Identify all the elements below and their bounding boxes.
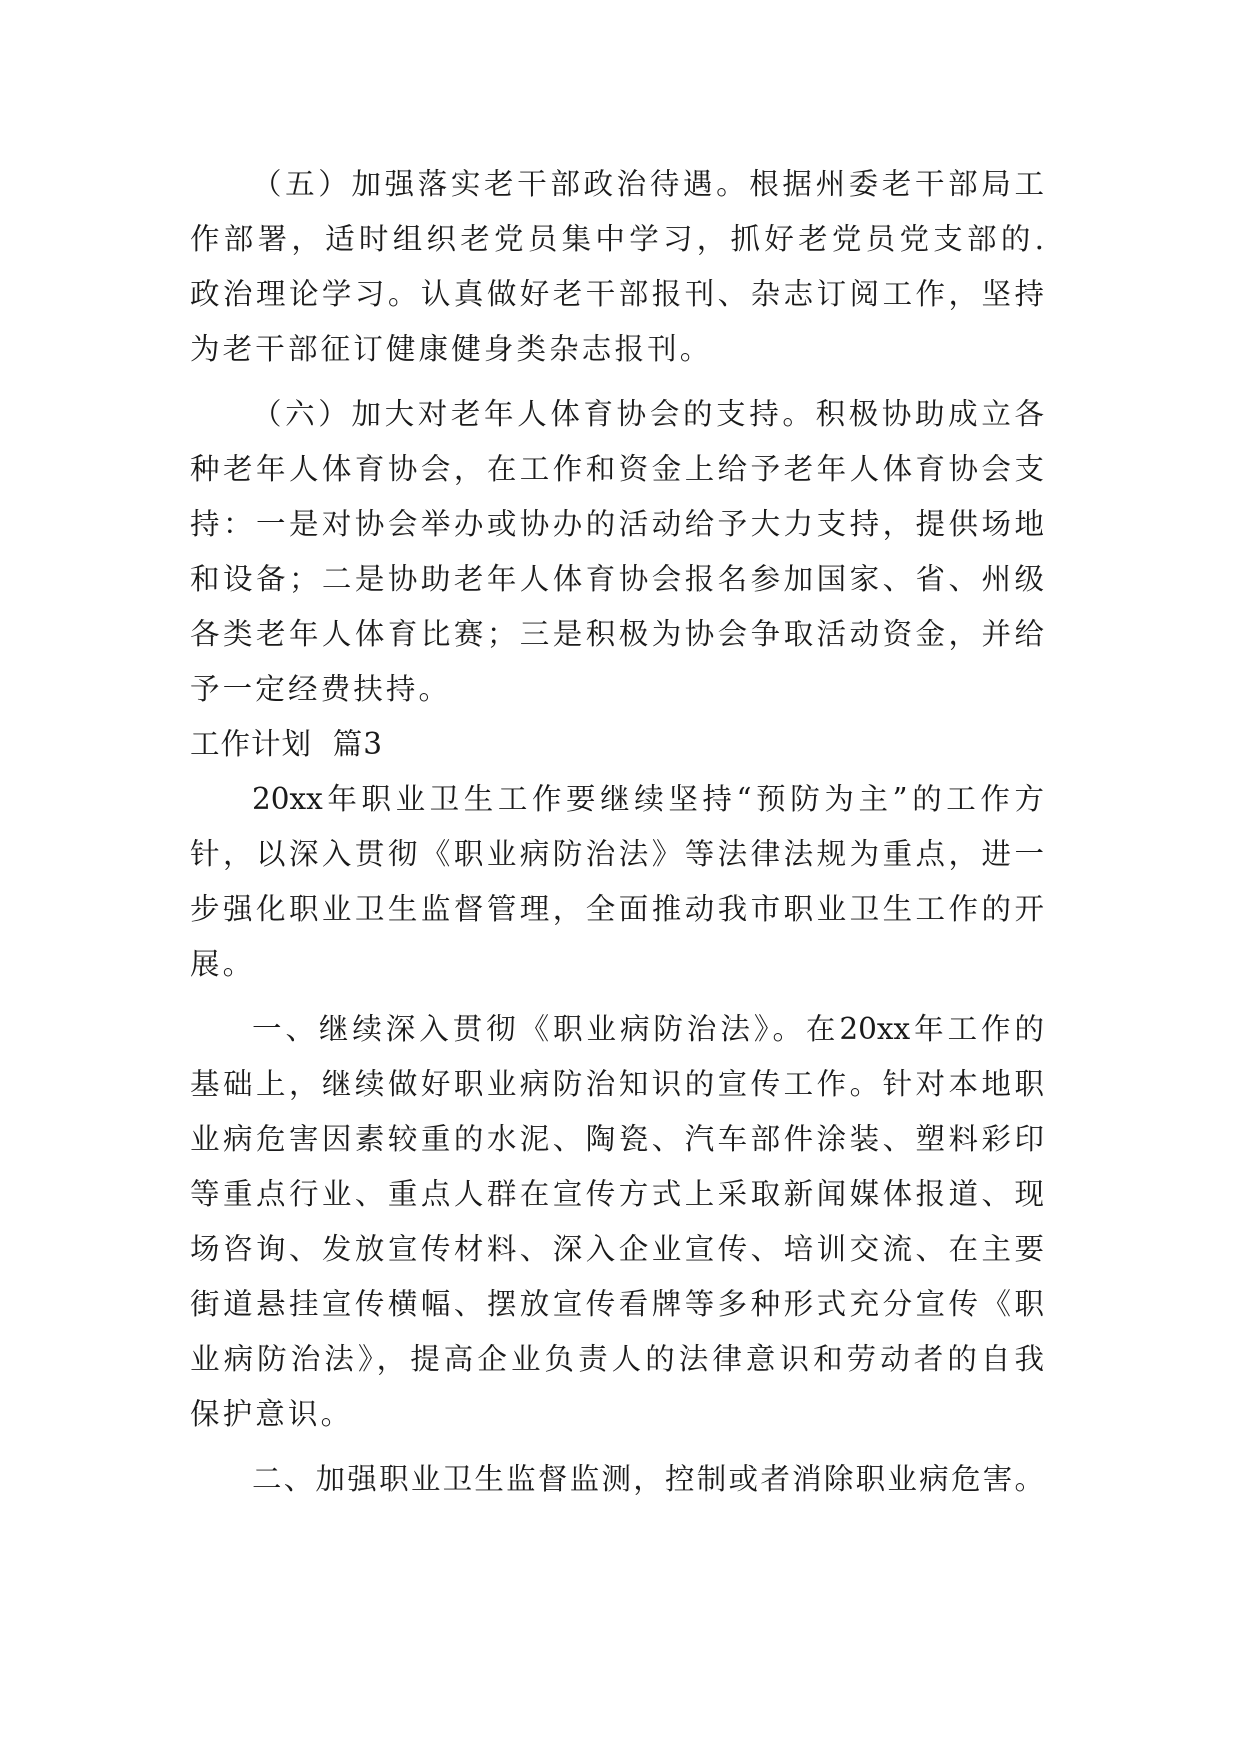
paragraph-line: 保护意识。 [190, 1397, 354, 1431]
paragraph-line: 基础上，继续做好职业病防治知识的宣传工作。针对本地职 [190, 1067, 1044, 1101]
paragraph-line: 业病危害因素较重的水泥、陶瓷、汽车部件涂装、塑料彩印 [190, 1122, 1044, 1156]
paragraph-line: 20xx年职业卫生工作要继续坚持“预防为主”的工作方 [252, 782, 1044, 816]
paragraph-line: 作部署，适时组织老党员集中学习，抓好老党员党支部的. [190, 222, 1044, 256]
paragraph-line: 步强化职业卫生监督管理，全面推动我市职业卫生工作的开 [190, 892, 1044, 926]
paragraph-line: 针，以深入贯彻《职业病防治法》等法律法规为重点，进一 [190, 837, 1044, 871]
paragraph-line: 各类老年人体育比赛；三是积极为协会争取活动资金，并给 [190, 617, 1044, 651]
paragraph-line: 予一定经费扶持。 [190, 672, 452, 706]
paragraph-line: 业病防治法》，提高企业负责人的法律意识和劳动者的自我 [190, 1342, 1044, 1376]
paragraph-line: 街道悬挂宣传横幅、摆放宣传看牌等多种形式充分宣传《职 [190, 1287, 1044, 1321]
paragraph-line: 持：一是对协会举办或协办的活动给予大力支持，提供场地 [190, 507, 1044, 541]
paragraph-line: 一、继续深入贯彻《职业病防治法》。在20xx年工作的 [252, 1012, 1044, 1046]
paragraph-line: 等重点行业、重点人群在宣传方式上采取新闻媒体报道、现 [190, 1177, 1044, 1211]
paragraph-line: 展。 [190, 947, 256, 981]
paragraph-line: 和设备；二是协助老年人体育协会报名参加国家、省、州级 [190, 562, 1044, 596]
paragraph-line: 政治理论学习。认真做好老干部报刊、杂志订阅工作，坚持 [190, 277, 1044, 311]
paragraph-line: 场咨询、发放宣传材料、深入企业宣传、培训交流、在主要 [190, 1232, 1044, 1266]
paragraph-line: 二、加强职业卫生监督监测，控制或者消除职业病危害。 [252, 1462, 1044, 1496]
paragraph-line: 为老干部征订健康健身类杂志报刊。 [190, 332, 713, 366]
paragraph-line: 种老年人体育协会，在工作和资金上给予老年人体育协会支 [190, 452, 1044, 486]
paragraph-line: （五）加强落实老干部政治待遇。根据州委老干部局工 [252, 167, 1044, 201]
section-heading: 工作计划 篇3 [190, 727, 384, 761]
paragraph-line: （六）加大对老年人体育协会的支持。积极协助成立各 [252, 397, 1044, 431]
